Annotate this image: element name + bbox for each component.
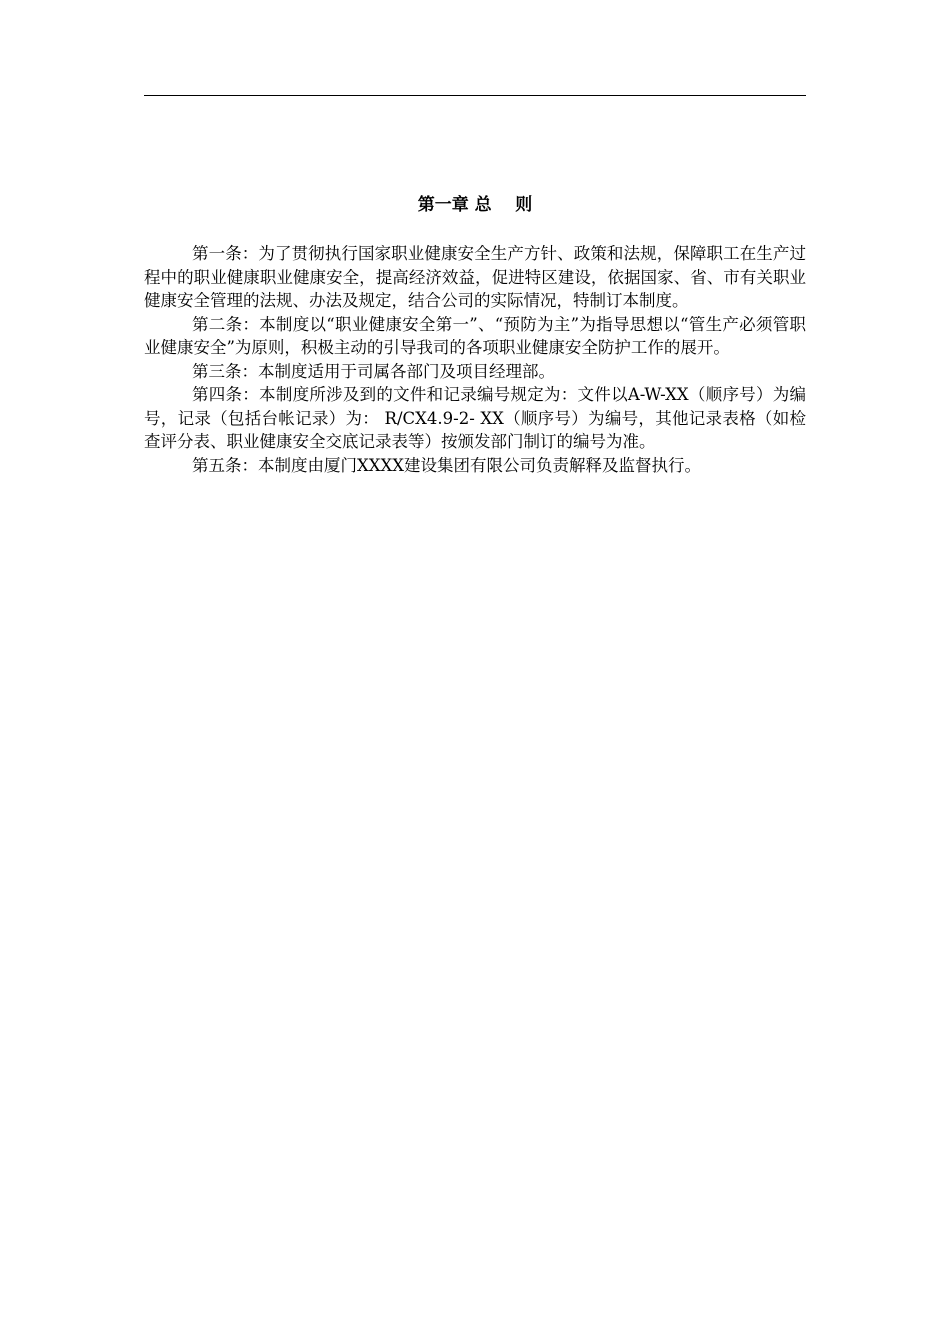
- chapter-body: [144, 242, 806, 477]
- article-5: 第五条：本制度由厦门XXXX建设集团有限公司负责解释及监督执行。: [192, 455, 701, 475]
- article-3: 第三条：本制度适用于司属各部门及项目经理部。: [192, 361, 555, 381]
- article-2: 第二条：本制度以“职业健康安全第一”、“预防为主”为指导思想以“管生产必须管职业健康安全”为原则，积极主动的引导我司的各项职业健康安全防护工作的展开。: [144, 314, 806, 357]
- header-rule: [144, 95, 806, 96]
- article-1: 第一条：为了贯彻执行国家职业健康安全生产方针、政策和法规，保障职工在生产过程中的职业健康职业健康安全，提高经济效益，促进特区建设，依据国家、省、市有关职业健康安全管理的法规、办法及规定，结合公司的实际情况，特制订本制度。: [144, 244, 806, 310]
- article-4: 第四条：本制度所涉及到的文件和记录编号规定为：文件以A-W-XX（顺序号）为编号，记录（包括台帐记录）为： R/CX4.9-2- XX（顺序号）为编号，其他记录表格（如检查评分表、职业健康安全交底记录表等）按颁发部门制订的编号为准。: [144, 385, 806, 451]
- chapter-title: 第一章 总 则: [417, 195, 533, 215]
